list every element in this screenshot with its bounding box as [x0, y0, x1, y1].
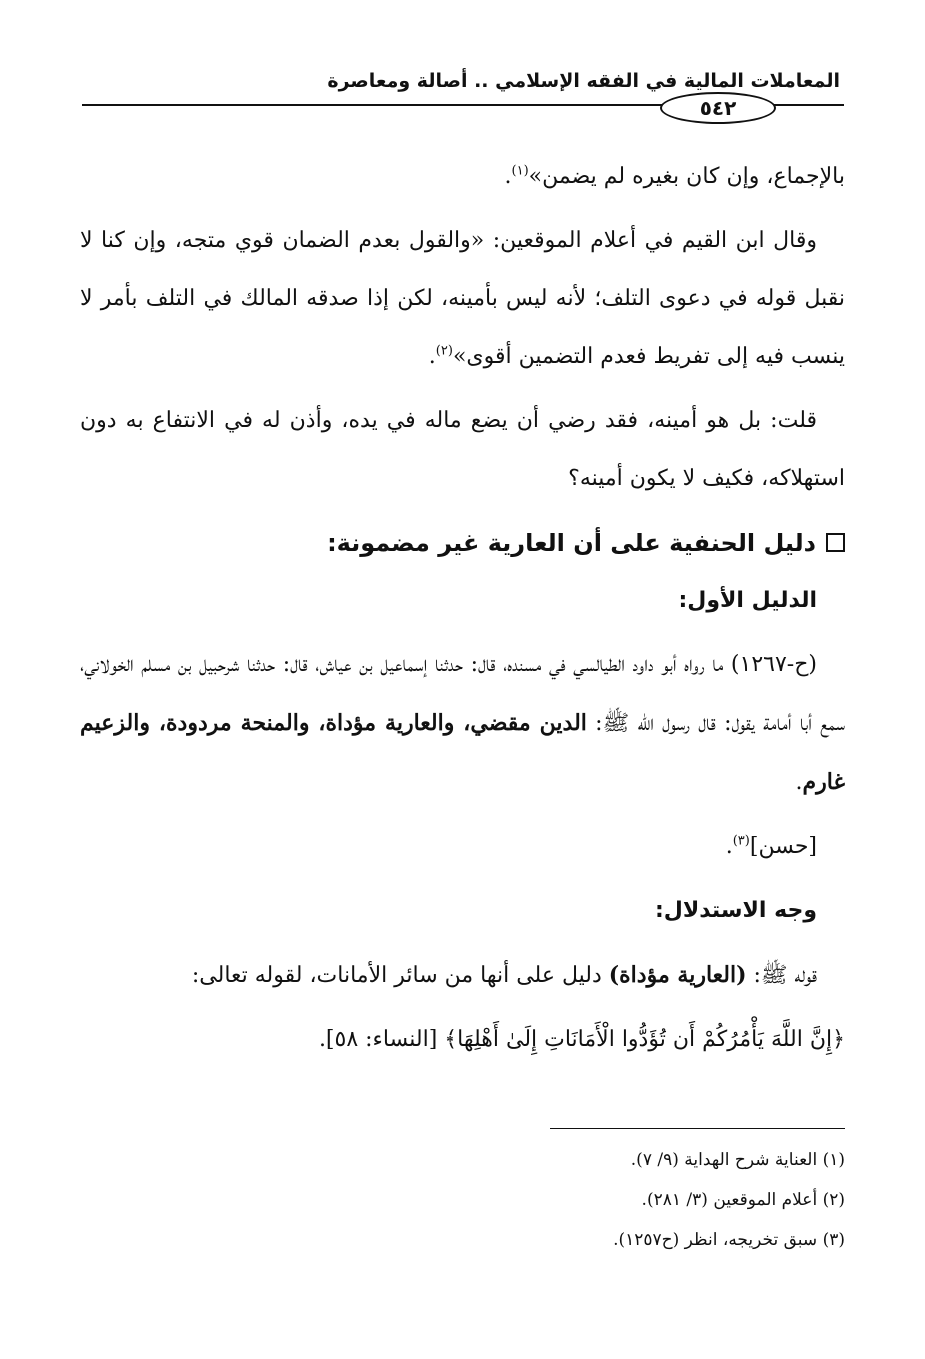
footnote-2: (٢) أعلام الموقعين (٣/ ٢٨١).: [641, 1190, 845, 1210]
section-heading-text: دليل الحنفية على أن العارية غير مضمونة:: [327, 529, 816, 557]
hadith-grade-text: [حسن]: [749, 834, 817, 859]
inference-quote: (العارية مؤداة): [608, 962, 747, 988]
paragraph-3: قلت: بل هو أمينه، فقد رضي أن يضع ماله في يده، وأذن له في الانتفاع به دون استهلاكه، فكيف لا يكون أمينه؟: [80, 408, 845, 491]
running-title: المعاملات المالية في الفقه الإسلامي .. أصالة ومعاصرة: [327, 70, 840, 92]
hadith-end: .: [795, 770, 803, 795]
footnote-1: (١) العناية شرح الهداية (٩/ ٧).: [630, 1150, 845, 1170]
main-text: [80, 148, 845, 1075]
footnote-3: (٣) سبق تخريجه، انظر (ح١٢٥٧).: [613, 1230, 845, 1250]
hadith-grade: [80, 818, 845, 876]
footnote-rule: [550, 1128, 845, 1129]
footnotes: [80, 1140, 845, 1260]
quran-verse: [80, 1011, 845, 1069]
inference-rest: دليل على أنها من سائر الأمانات، لقوله تعالى:: [191, 963, 609, 988]
paragraph-2-end: .: [428, 344, 436, 369]
hadith-chain: (ح-١٢٦٧) ما رواه أبو داود الطيالسي في مسنده، قال: حدثنا إسماعيل بن عياش، قال: حدثنا شرحبيل بن مسلم الخولاني، سمع أبا أمامة يقول: قال رسول الله ﷺ:: [80, 652, 845, 736]
footnote-ref-1: (١): [511, 163, 529, 179]
footnote-ref-2: (٢): [435, 343, 453, 359]
paragraph-2-text: وقال ابن القيم في أعلام الموقعين: «والقول بعدم الضمان قوي متجه، وإن كنا لا نقبل قوله في دعوى التلف؛ لأنه ليس بأمينه، لكن إذا صدقه المالك في التلف بأمر لا ينسب فيه إلى تفريط فعدم التضمين أقوى»: [80, 228, 845, 369]
page-number: ٥٤٢: [660, 92, 776, 124]
subheading-inference: وجه الاستدلال:: [654, 898, 817, 923]
paragraph-1-end: .: [504, 164, 512, 189]
inference-start: قوله ﷺ:: [746, 963, 817, 988]
quran-verse-reference: [النساء: ٥٨].: [318, 1027, 445, 1052]
paragraph-inference: [80, 946, 845, 1005]
paragraph-2: [80, 212, 845, 386]
footnote-ref-3: (٣): [732, 833, 750, 849]
subheading-first-evidence: الدليل الأول:: [678, 588, 817, 613]
hadith-text: الدين مقضي، والعارية مؤداة، والمنحة مردودة، والزعيم غارم: [80, 710, 845, 795]
quran-verse-text: ﴿إِنَّ اللَّهَ يَأْمُرُكُمْ أَن تُؤَدُّوا الْأَمَانَاتِ إِلَىٰ أَهْلِهَا﴾: [444, 1027, 845, 1052]
paragraph-1: [80, 148, 845, 206]
paragraph-hadith: [80, 636, 845, 812]
section-heading: [80, 514, 845, 572]
hadith-grade-end: .: [725, 834, 733, 859]
paragraph-1-text: بالإجماع، وإن كان بغيره لم يضمن»: [528, 164, 845, 189]
square-bullet-icon: [826, 533, 845, 552]
